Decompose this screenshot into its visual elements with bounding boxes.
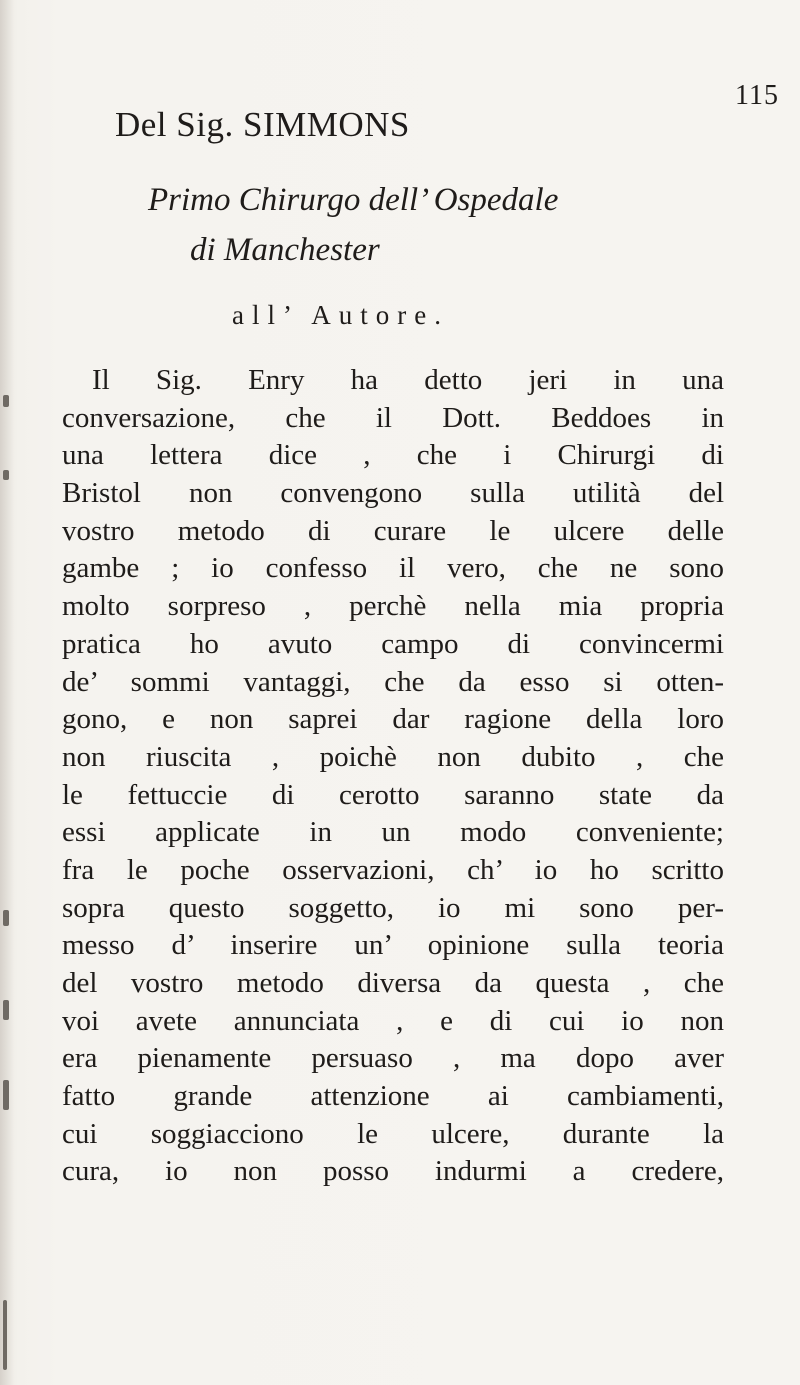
subtitle-line-2: di Manchester (190, 232, 380, 268)
text-line: gambe ; io confesso il vero, che ne sono (62, 552, 724, 585)
text-line: gono, e non saprei dar ragione della loro (62, 703, 724, 736)
text-line: fra le poche osservazioni, ch’ io ho scritto (62, 853, 724, 886)
page-heading: Del Sig. SIMMONS (115, 105, 410, 144)
text-line: molto sorpreso , perchè nella mia propria (62, 590, 724, 623)
text-line: essi applicate in un modo conveniente; (62, 816, 724, 849)
text-line: messo d’ inserire un’ opinione sulla teoria (62, 929, 724, 962)
text-line: sopra questo soggetto, io mi sono per- (62, 891, 724, 924)
spine-mark (3, 470, 9, 480)
text-line: pratica ho avuto campo di convincermi (62, 627, 724, 660)
text-line: non riuscita , poichè non dubito , che (62, 740, 724, 773)
text-line: fatto grande attenzione ai cambiamenti, (62, 1080, 724, 1113)
text-line: era pienamente persuaso , ma dopo aver (62, 1042, 724, 1075)
text-line: le fettuccie di cerotto saranno state da (62, 778, 724, 811)
page-number: 115 (735, 80, 779, 111)
subtitle-line-1: Primo Chirurgo dell’ Ospedale (148, 182, 559, 218)
spine-mark (3, 395, 9, 407)
text-line: cura, io non posso indurmi a credere, (62, 1155, 724, 1188)
binding-shadow (0, 0, 14, 1385)
text-line: del vostro metodo diversa da questa , che (62, 967, 724, 999)
text-line: una lettera dice , che i Chirurgi di (62, 439, 724, 472)
text-line: Bristol non convengono sulla utilità del (62, 477, 724, 510)
text-line: conversazione, che il Dott. Beddoes in (62, 401, 724, 434)
text-line: voi avete annunciata , e di cui io non (62, 1004, 724, 1037)
text-line: de’ sommi vantaggi, che da esso si otten- (62, 665, 724, 698)
body-text (62, 362, 724, 1191)
addressee: all’ Autore. (232, 300, 449, 330)
spine-mark (3, 1300, 7, 1370)
spine-mark (3, 1080, 9, 1110)
text-line: vostro metodo di curare le ulcere delle (62, 514, 724, 547)
text-line: Il Sig. Enry ha detto jeri in una (92, 364, 724, 396)
spine-mark (3, 1000, 9, 1020)
text-line: cui soggiacciono le ulcere, durante la (62, 1117, 724, 1150)
spine-mark (3, 910, 9, 926)
